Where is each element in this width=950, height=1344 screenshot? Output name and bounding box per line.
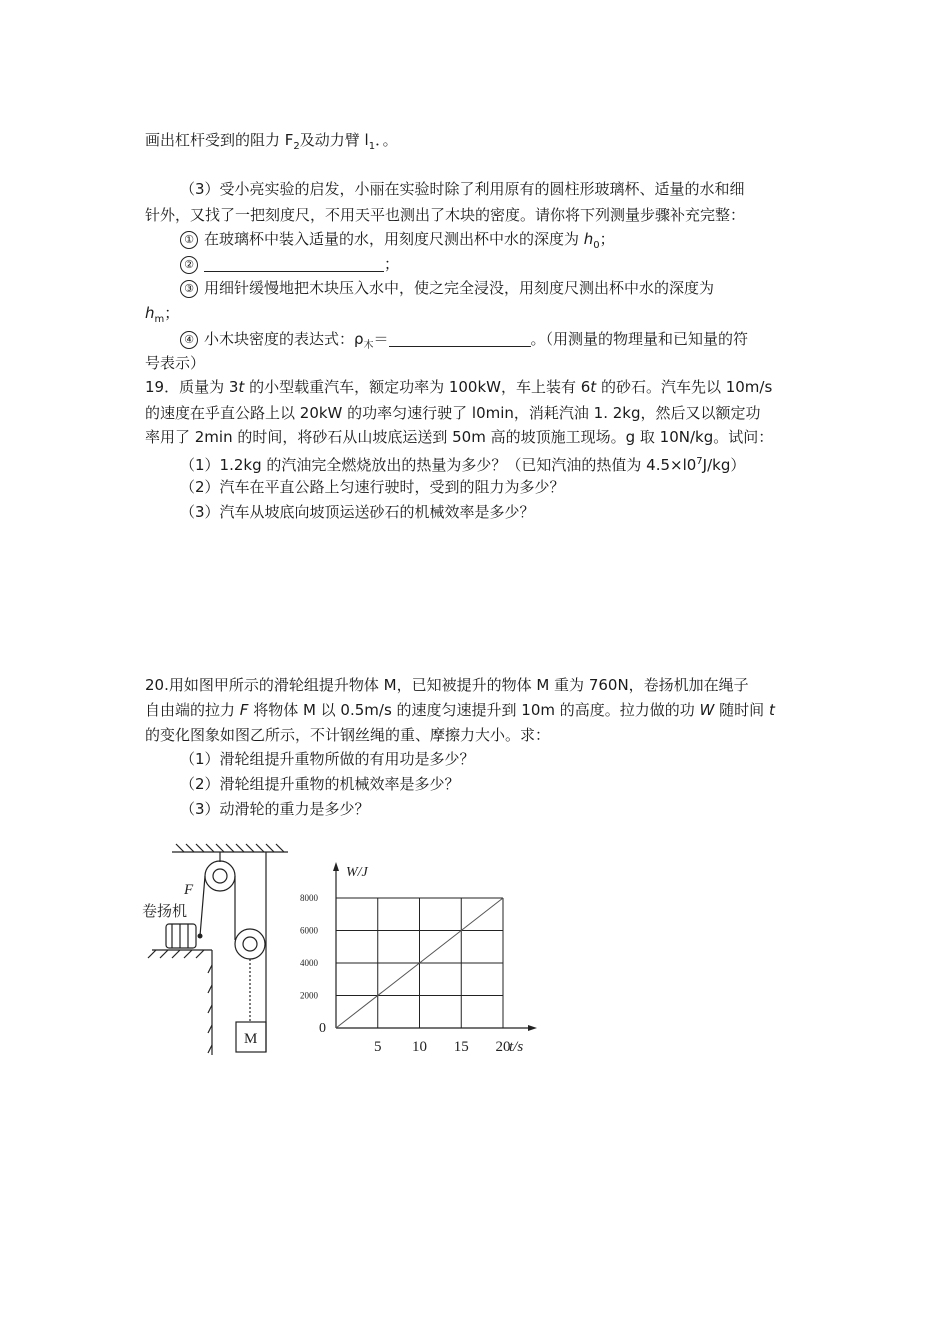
q19-line3: 率用了 2min 的时间，将砂石从山坡底运送到 50m 高的坡顶施工现场。g 取 10N/kg。试问： — [145, 428, 774, 446]
ceiling-hatch — [176, 844, 284, 852]
y-axis-label: W/J — [346, 865, 368, 880]
q18-3-intro-line1: （3）受小亮实验的启发，小丽在实验时除了利用原有的圆柱形玻璃杯、适量的水和细 — [180, 180, 745, 198]
q18-3-step4-cont: 号表示） — [145, 354, 206, 372]
step2-answer-blank — [204, 253, 384, 272]
winch-attach-point — [198, 934, 203, 939]
ledge-hatch — [148, 950, 212, 1053]
q19-sub1: （1）1.2kg 的汽油完全燃烧放出的热量为多少？（已知汽油的热值为 $4.5\times l0^7J/kg$） — [180, 456, 746, 474]
x-axis-arrow — [528, 1025, 537, 1031]
q20-sub2: （2）滑轮组提升重物的机械效率是多少？ — [180, 775, 460, 793]
rope-to-winch — [200, 876, 205, 936]
winch-label: 卷扬机 — [142, 902, 188, 920]
x-tick-label: 10 — [412, 1039, 427, 1055]
step4-answer-blank — [389, 328, 531, 347]
q19-line1: 19．质量为 3t 的小型载重汽车，额定功率为 100kW，车上装有 6t 的砂石。汽车先以 10m/s — [145, 378, 773, 396]
winch-drum — [166, 924, 196, 948]
q18-3-step3-cont: $h_m$； — [145, 304, 180, 325]
mass-label: M — [244, 1031, 258, 1047]
fixed-pulley — [205, 861, 235, 891]
q18-3-step4: ④ 小木块密度的表达式：$\rho_木=$ 。（用测量的物理量和已知量的符 — [180, 326, 748, 359]
work-time-chart — [290, 850, 550, 1060]
q20-sub3: （3）动滑轮的重力是多少？ — [180, 800, 370, 818]
q20-sub1: （1）滑轮组提升重物所做的有用功是多少？ — [180, 750, 475, 768]
q18-3-intro-line2: 针外，又找了一把刻度尺，不用天平也测出了木块的密度。请你将下列测量步骤补充完整： — [145, 206, 746, 224]
y-axis-arrow — [333, 862, 339, 871]
q19-sub2: （2）汽车在平直公路上匀速行驶时，受到的阻力为多少？ — [180, 478, 565, 496]
x-axis-label: t/s — [509, 1039, 524, 1055]
x-tick-label: 20 — [495, 1039, 511, 1055]
movable-pulley — [235, 929, 265, 959]
force-label: F — [184, 882, 194, 898]
y-tick-label: 4000 — [300, 958, 318, 968]
q20-line3: 的变化图象如图乙所示，不计钢丝绳的重、摩擦力大小。求： — [145, 726, 551, 744]
pulley-figure — [140, 840, 300, 1060]
x-tick-label: 15 — [453, 1039, 469, 1055]
y-tick-label: 2000 — [300, 990, 318, 1001]
q19-sub3: （3）汽车从坡底向坡顶运送砂石的机械效率是多少？ — [180, 503, 535, 521]
q18-3-step2: ② ； — [180, 251, 399, 277]
y-tick-label: 6000 — [300, 925, 318, 936]
origin-label: 0 — [319, 1021, 326, 1036]
q19-line2: 的速度在乎直公路上以 20kW 的功率匀速行驶了 l0min，消耗汽油 1. 2kg，然后又以额定功 — [145, 404, 761, 422]
q18-3-step1: ① 在玻璃杯中装入适量的水，用刻度尺测出杯中水的深度为 $h_0$； — [180, 226, 615, 259]
q20-line1: 20.用如图甲所示的滑轮组提升物体 M，已知被提升的物体 M 重为 760N，卷扬机加在绳子 — [145, 676, 749, 694]
q20-line2: 自由端的拉力 F 将物体 M 以 0.5m/s 的速度匀速提升到 10m 的高度。拉力做的功 W 随时间 t — [145, 701, 775, 719]
x-tick-label: 5 — [374, 1039, 382, 1055]
top-line: 画出杠杆受到的阻力 $F_2$及动力臂 $l_1$．。 — [145, 131, 398, 152]
y-tick-label: 8000 — [300, 893, 318, 903]
q18-3-step3: ③ 用细针缓慢地把木块压入水中，使之完全浸没，用刻度尺测出杯中水的深度为 — [180, 275, 714, 301]
